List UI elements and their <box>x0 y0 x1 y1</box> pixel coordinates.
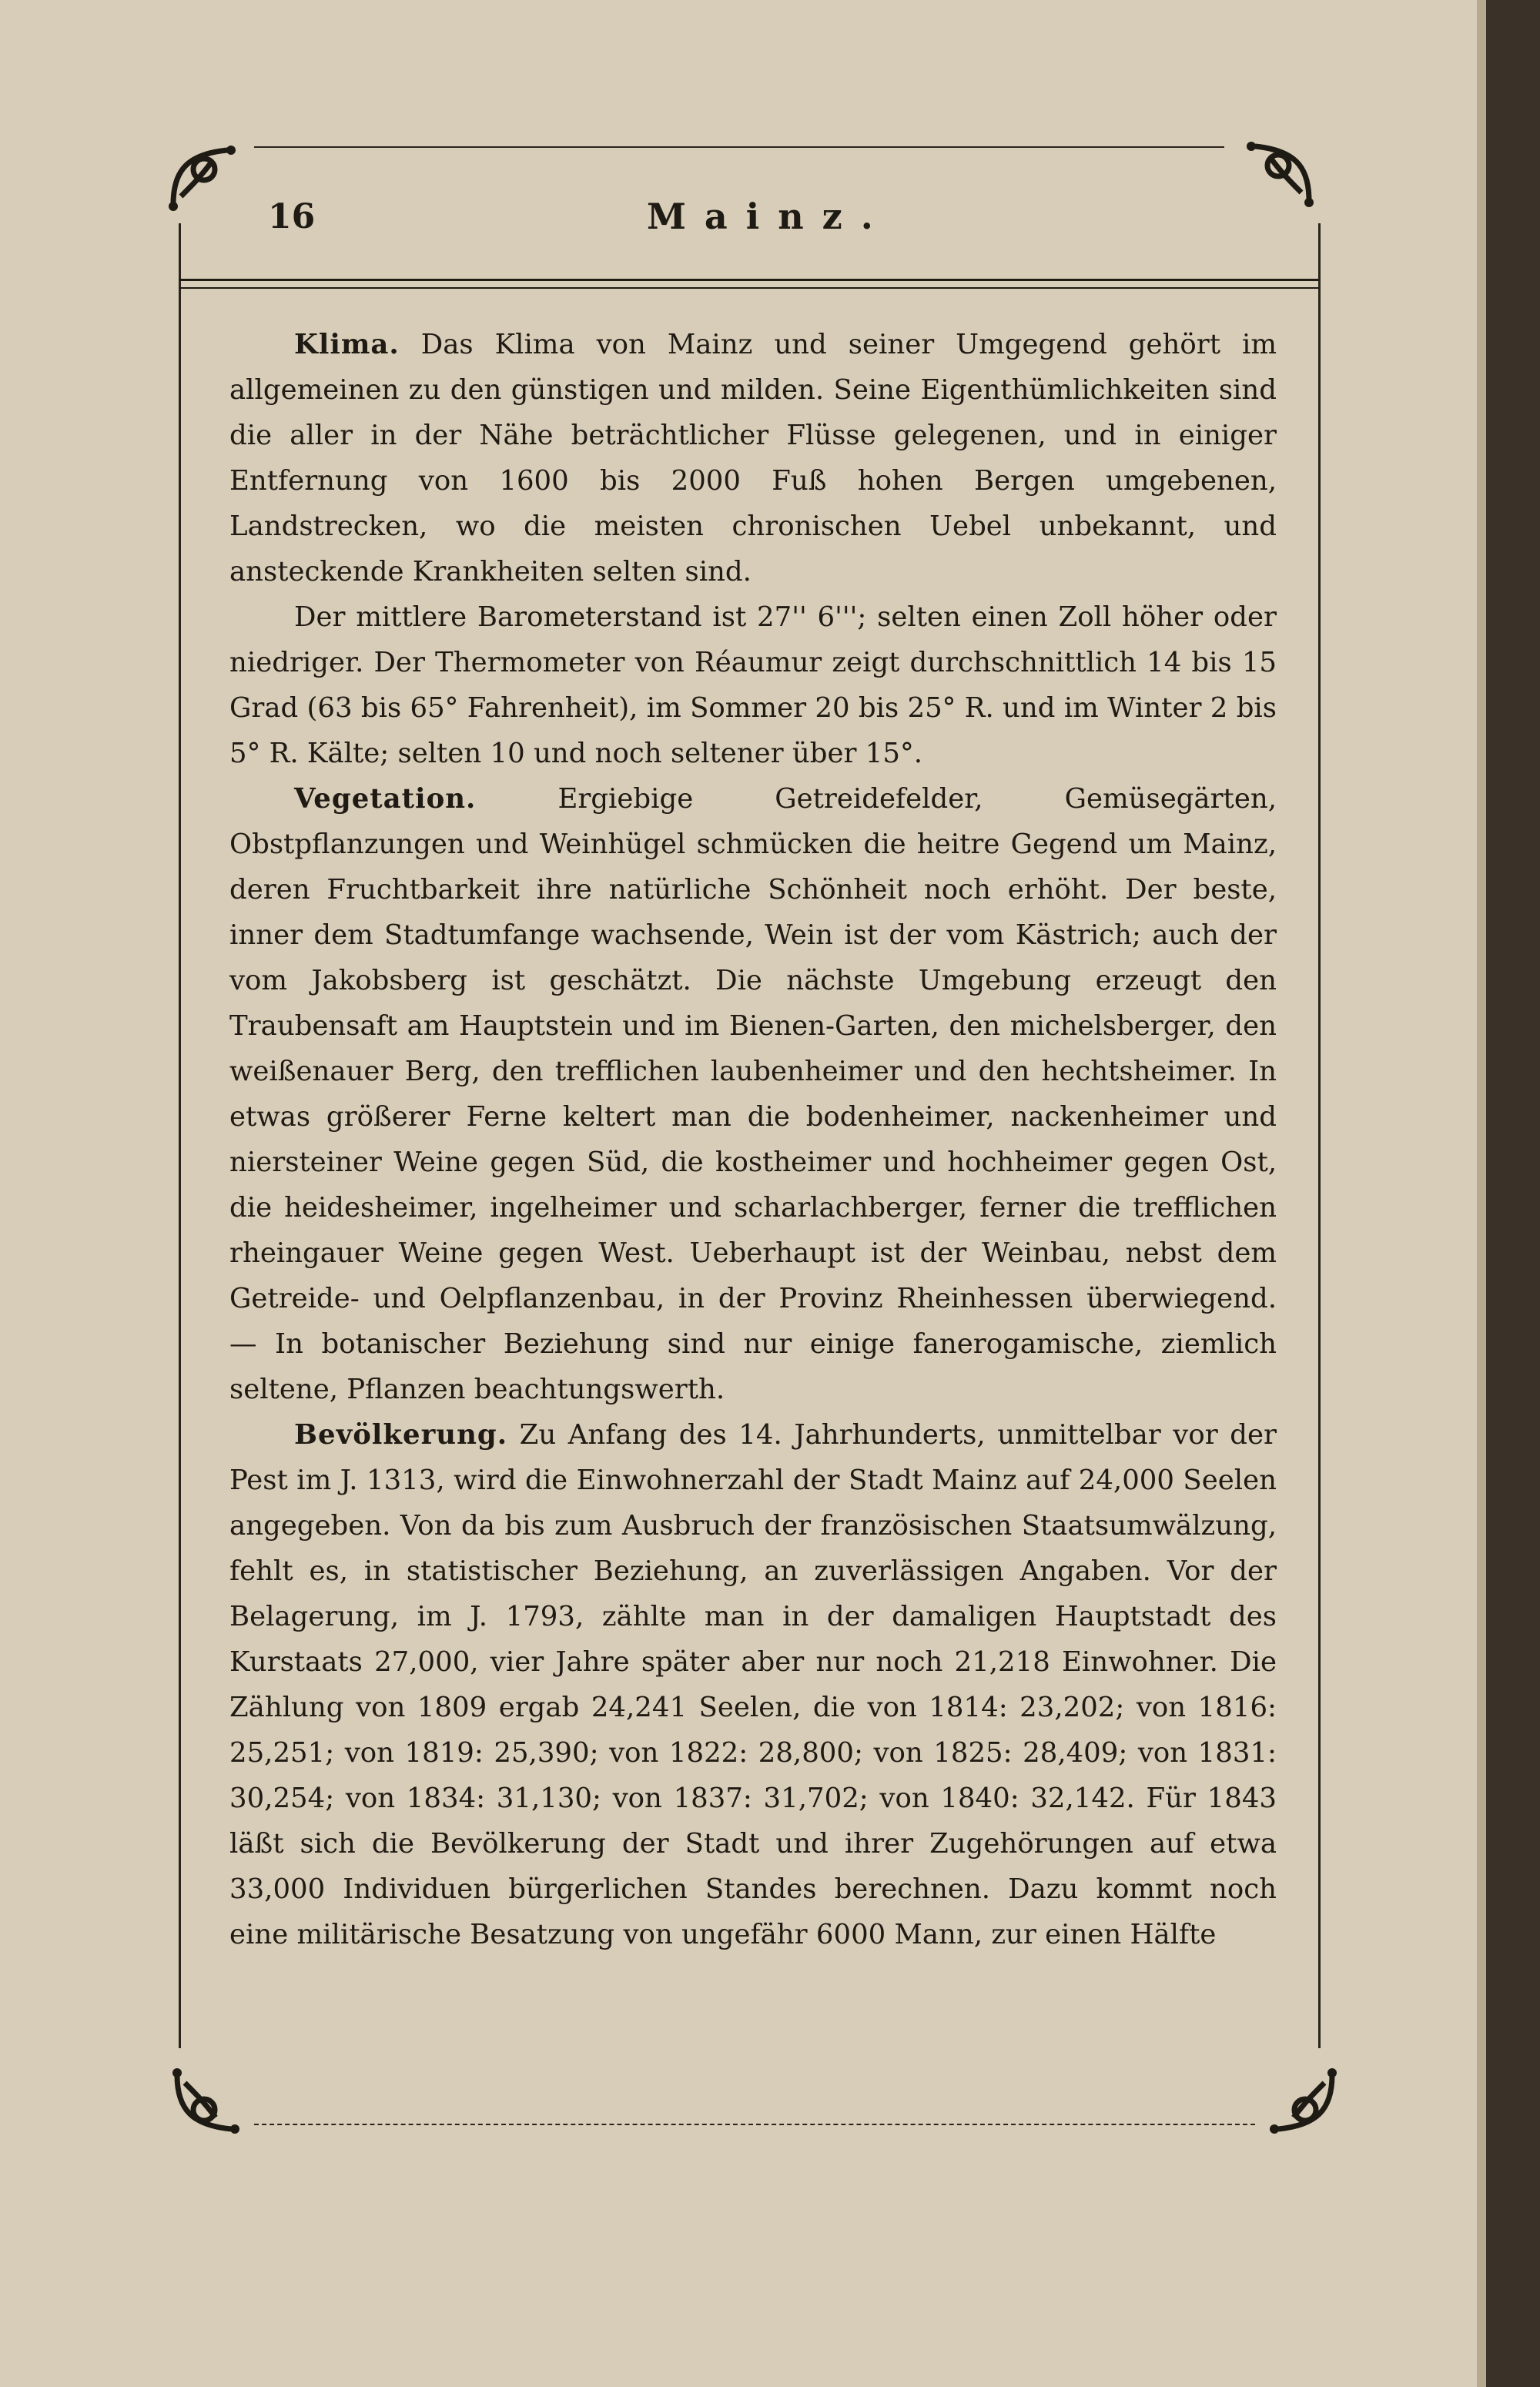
frame-bottom-line <box>254 2124 1255 2125</box>
paragraph-klima <box>229 322 1277 594</box>
paragraph-vegetation <box>229 776 1277 1412</box>
header-rule <box>179 279 1318 289</box>
corner-ornament-bottom-right-icon <box>1263 2064 1348 2148</box>
section-heading: Bevölkerung. <box>294 1419 508 1451</box>
binding-shadow <box>1486 0 1540 2387</box>
frame-left-line <box>179 223 181 2048</box>
paragraph-barometer <box>229 594 1277 776</box>
corner-ornament-top-left-icon <box>158 131 243 216</box>
section-heading: Klima. <box>294 329 400 360</box>
paragraph-text: Ergiebige Getreidefelder, Gemüsegärten, Obstpflanzungen und Weinhügel schmücken die heitre Gegend um Mainz, deren Fruchtbarkeit ihre natürliche Schönheit noch erhöht. Der beste, inner dem Stadtumfange wachsende, Wein ist der vom Kästrich; auch der vom Jakobsberg ist geschätzt. Die nächste Umgebung erzeugt den Traubensaft am Hauptstein und im Bienen-Garten, den michelsberger, den weißenauer Berg, den trefflichen laubenheimer und den hechtsheimer. In etwas größerer Ferne keltert man die bodenheimer, nackenheimer und niersteiner Weine gegen Süd, die kostheimer und hochheimer gegen Ost, die heidesheimer, ingelheimer und scharlachberger, ferner die trefflichen rheingauer Weine gegen West. Ueberhaupt ist der Weinbau, nebst dem Getreide- und Oelpflanzenbau, in der Provinz Rheinhessen überwiegend. — In botanischer Beziehung sind nur einige fanerogamische, ziemlich seltene, Pflanzen beachtungswerth. <box>229 783 1277 1405</box>
paragraph-text: Das Klima von Mainz und seiner Umgegend gehört im allgemeinen zu den günstigen und milden. Seine Eigenthümlichkeiten sind die aller in der Nähe beträchtlicher Flüsse gelegenen, und in einiger Entfernung von 1600 bis 2000 Fuß hohen Bergen umgebenen, Landstrecken, wo die meisten chronischen Uebel unbekannt, und ansteckende Krankheiten selten sind. <box>229 329 1277 588</box>
page-number: 16 <box>268 197 316 236</box>
paragraph-text: Der mittlere Barometerstand ist 27'' 6'''; selten einen Zoll höher oder niedriger. Der Thermometer von Réaumur zeigt durchschnittlich 14 bis 15 Grad (63 bis 65° Fahrenheit), im Sommer 20 bis 25° R. und im Winter 2 bis 5° R. Kälte; selten 10 und noch seltener über 15°. <box>229 601 1277 769</box>
section-heading: Vegetation. <box>294 783 477 815</box>
frame-right-line <box>1318 223 1321 2048</box>
paragraph-text: Zu Anfang des 14. Jahrhunderts, unmittelbar vor der Pest im J. 1313, wird die Einwohnerzahl der Stadt Mainz auf 24,000 Seelen angegeben. Von da bis zum Ausbruch der französischen Staatsumwälzung, fehlt es, in statistischer Beziehung, an zuverlässigen Angaben. Vor der Belagerung, im J. 1793, zählte man in der damaligen Hauptstadt des Kurstaats 27,000, vier Jahre später aber nur noch 21,218 Einwohner. Die Zählung von 1809 ergab 24,241 Seelen, die von 1814: 23,202; von 1816: 25,251; von 1819: 25,390; von 1822: 28,800; von 1825: 28,409; von 1831: 30,254; von 1834: 31,130; von 1837: 31,702; von 1840: 32,142. Für 1843 läßt sich die Bevölkerung der Stadt und ihrer Zugehörungen auf etwa 33,000 Individuen bürgerlichen Standes berechnen. Dazu kommt noch eine militärische Besatzung von ungefähr 6000 Mann, zur einen Hälfte <box>229 1419 1277 1950</box>
frame-top-line <box>254 146 1224 148</box>
running-head: Mainz. <box>647 196 892 237</box>
body-text <box>229 322 1277 1957</box>
corner-ornament-bottom-left-icon <box>162 2064 246 2148</box>
paragraph-bevoelkerung <box>229 1412 1277 1957</box>
corner-ornament-top-right-icon <box>1240 127 1324 212</box>
